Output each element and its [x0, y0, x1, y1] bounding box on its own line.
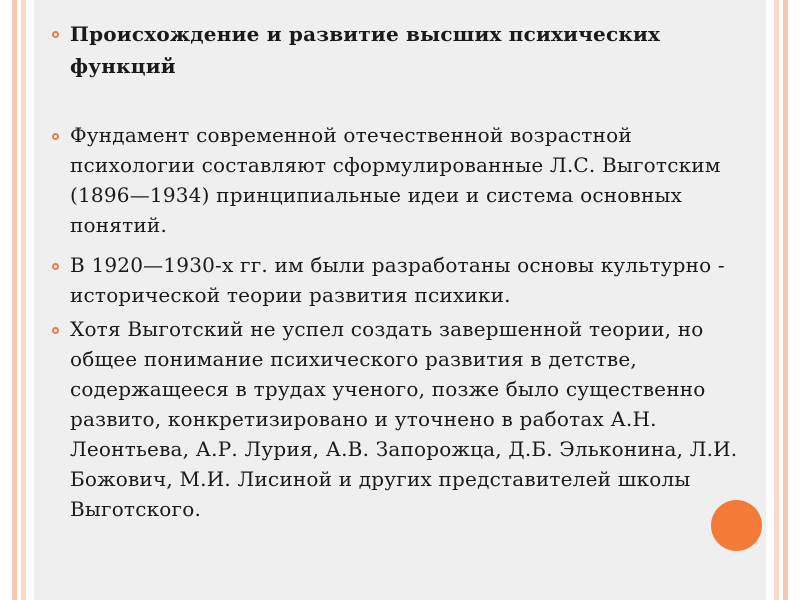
right-stripe-inner [774, 0, 779, 600]
bullet-item [50, 120, 744, 240]
bullet-text: Хотя Выготский не успел создать завершенной теории, но общее понимание психического развития в детстве, содержащееся в трудах ученого, позже было существенно развито, конкретизировано и уточнено в работах А.Н. Леонтьева, А.Р. Лурия, А.В. Запорожца, Д.Б. Эльконина, Л.И. Божович, М.И. Лисиной и других представителей школы Выготского. [70, 317, 738, 521]
bullet-dot-icon [52, 133, 59, 140]
bullet-dot-icon [52, 31, 59, 38]
bullet-text: В 1920—1930-х гг. им были разработаны основы культурно - исторической теории развития психики. [70, 253, 725, 307]
bullet-dot-icon [52, 263, 59, 270]
bullet-text: Фундамент современной отечественной возрастной психологии составляют сформулированные Л.С. Выготским (1896—1934) принципиальные идеи и система основных понятий. [70, 123, 721, 237]
right-stripe-outer [783, 0, 788, 600]
left-stripe-outer [12, 0, 17, 600]
orange-circle-icon [711, 500, 762, 551]
bullet-dot-icon [52, 327, 59, 334]
slide-heading-text: Происхождение и развитие высших психических функций [70, 22, 661, 78]
bullet-item [50, 250, 744, 310]
slide-content-panel [34, 0, 766, 600]
slide-heading [50, 18, 744, 82]
bullet-item [50, 314, 744, 524]
left-stripe-inner [21, 0, 26, 600]
